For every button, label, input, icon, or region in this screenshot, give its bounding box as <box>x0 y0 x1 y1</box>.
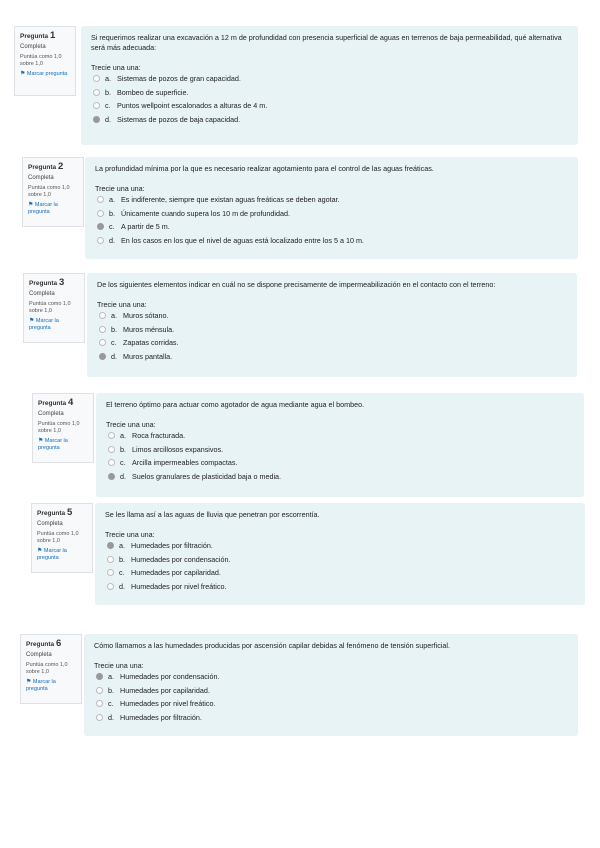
answer-prompt: Trecie una una: <box>94 661 144 670</box>
answer-option[interactable] <box>91 99 568 113</box>
question-content <box>87 273 577 377</box>
flag-question-link[interactable]: ⚑ Marcar pregunta <box>20 71 68 77</box>
answer-option[interactable] <box>105 539 575 553</box>
option-text: Muros sótano. <box>123 311 169 321</box>
option-letter: d. <box>108 713 114 723</box>
question-info <box>23 273 85 343</box>
radio-button[interactable] <box>99 353 106 360</box>
question-number: Pregunta 6 <box>26 638 62 649</box>
answer-option[interactable] <box>94 684 568 698</box>
question-content <box>95 503 585 605</box>
option-letter: d. <box>120 472 126 482</box>
answer-option[interactable] <box>97 309 567 323</box>
question-number: Pregunta 3 <box>29 277 65 288</box>
question-text: El terreno óptimo para actuar como agotador de agua mediante agua el bombeo. <box>106 400 365 409</box>
radio-button[interactable] <box>99 312 106 319</box>
flag-icon: ⚑ <box>37 548 43 554</box>
answer-option[interactable] <box>106 456 574 470</box>
question-info <box>22 157 84 227</box>
question-number: Pregunta 4 <box>38 397 74 408</box>
option-text: Puntos wellpoint escalonados a alturas de 4 m. <box>117 101 268 111</box>
question-info <box>20 634 82 704</box>
flag-icon: ⚑ <box>29 318 35 324</box>
question-content <box>96 393 584 497</box>
answer-prompt: Trecie una una: <box>97 300 147 309</box>
question-grade: Puntúa como 1,0 sobre 1,0 <box>38 421 80 434</box>
question-text: Se les llama así a las aguas de lluvia que penetran por escorrentía. <box>105 510 320 519</box>
option-letter: d. <box>105 115 111 125</box>
answer-option[interactable] <box>95 234 568 248</box>
option-text: Suelos granulares de plasticidad baja o media. <box>132 472 282 482</box>
answer-option[interactable] <box>91 72 568 86</box>
option-text: Sistemas de pozos de baja capacidad. <box>117 115 241 125</box>
question-grade: Puntúa como 1,0 sobre 1,0 <box>29 301 71 314</box>
question-state: Completa <box>29 291 55 297</box>
option-letter: b. <box>105 87 111 97</box>
question-content <box>81 26 578 145</box>
radio-button[interactable] <box>108 446 115 453</box>
option-text: Humedades por condensación. <box>131 554 231 564</box>
radio-button[interactable] <box>108 473 115 480</box>
flag-question-link[interactable]: ⚑ Marcar la pregunta <box>29 318 59 331</box>
option-text: Zapatas corridas. <box>123 338 179 348</box>
option-text: Únicamente cuando supera los 10 m de profundidad. <box>121 208 291 218</box>
radio-button[interactable] <box>99 326 106 333</box>
question-info <box>31 503 93 573</box>
option-text: Bombeo de superficie. <box>117 87 189 97</box>
flag-icon: ⚑ <box>38 438 44 444</box>
option-letter: a. <box>119 541 125 551</box>
radio-button[interactable] <box>107 583 114 590</box>
option-text: Humedades por condensación. <box>120 672 220 682</box>
answer-options <box>106 429 574 483</box>
option-text: Muros ménsula. <box>123 324 175 334</box>
answer-option[interactable] <box>95 193 568 207</box>
flag-question-link[interactable]: ⚑ Marcar la pregunta <box>26 679 56 692</box>
radio-button[interactable] <box>96 714 103 721</box>
option-letter: b. <box>108 685 114 695</box>
radio-button[interactable] <box>96 687 103 694</box>
flag-icon: ⚑ <box>26 679 32 685</box>
answer-option[interactable] <box>91 113 568 127</box>
question-text: Cómo llamamos a las humedades producidas por ascensión capilar debidas al fenómeno de tensión superficial. <box>94 641 450 650</box>
answer-option[interactable] <box>97 323 567 337</box>
option-letter: c. <box>120 458 126 468</box>
answer-options <box>97 309 567 363</box>
answer-prompt: Trecie una una: <box>105 530 155 539</box>
question-state: Completa <box>38 411 64 417</box>
radio-button[interactable] <box>97 223 104 230</box>
question-state: Completa <box>28 175 54 181</box>
option-text: Humedades por filtración. <box>120 713 202 723</box>
option-text: Sistemas de pozos de gran capacidad. <box>117 74 241 84</box>
radio-button[interactable] <box>107 569 114 576</box>
option-letter: a. <box>120 431 126 441</box>
option-text: Humedades por filtración. <box>131 541 213 551</box>
radio-button[interactable] <box>96 673 103 680</box>
flag-question-link[interactable]: ⚑ Marcar la pregunta <box>37 548 67 561</box>
radio-button[interactable] <box>108 459 115 466</box>
question-number: Pregunta 5 <box>37 507 73 518</box>
radio-button[interactable] <box>108 432 115 439</box>
option-text: A partir de 5 m. <box>121 222 170 232</box>
flag-question-link[interactable]: ⚑ Marcar la pregunta <box>28 202 58 215</box>
option-text: Muros pantalla. <box>123 352 173 362</box>
radio-button[interactable] <box>107 542 114 549</box>
answer-option[interactable] <box>106 429 574 443</box>
answer-options <box>94 670 568 724</box>
answer-option[interactable] <box>94 711 568 725</box>
question-content <box>85 157 578 259</box>
radio-button[interactable] <box>107 556 114 563</box>
option-letter: b. <box>111 324 117 334</box>
option-text: Humedades por nivel freático. <box>131 582 227 592</box>
question-grade: Puntúa como 1,0 sobre 1,0 <box>26 662 68 675</box>
answer-option[interactable] <box>106 470 574 484</box>
option-text: Roca fracturada. <box>132 431 186 441</box>
question-text: Si requerimos realizar una excavación a 12 m de profundidad con presencia superficial de aguas en terrenos de baja permeabilidad, qué alternativa será más adecuada: <box>91 33 562 52</box>
question-text: De los siguientes elementos indicar en cuál no se dispone precisamente de impermeabilización en el contacto con el terreno: <box>97 280 496 289</box>
question-info <box>14 26 76 96</box>
answer-option[interactable] <box>97 350 567 364</box>
question-info <box>32 393 94 463</box>
option-text: En los casos en los que el nivel de aguas está localizado entre los 5 a 10 m. <box>121 236 364 246</box>
answer-option[interactable] <box>105 553 575 567</box>
answer-option[interactable] <box>97 336 567 350</box>
option-letter: b. <box>109 208 115 218</box>
question-grade: Puntúa como 1,0 sobre 1,0 <box>28 185 70 198</box>
option-text: Arcilla impermeables compactas. <box>132 458 238 468</box>
answer-option[interactable] <box>106 443 574 457</box>
question-number: Pregunta 1 <box>20 30 56 41</box>
question-content <box>84 634 578 736</box>
option-letter: d. <box>119 582 125 592</box>
option-letter: b. <box>119 554 125 564</box>
question-number: Pregunta 2 <box>28 161 64 172</box>
option-text: Humedades por capilaridad. <box>120 685 210 695</box>
option-text: Limos arcillosos expansivos. <box>132 444 224 454</box>
answer-option[interactable] <box>105 566 575 580</box>
question-state: Completa <box>20 44 46 50</box>
radio-button[interactable] <box>96 700 103 707</box>
flag-question-link[interactable]: ⚑ Marcar la pregunta <box>38 438 68 451</box>
answer-option[interactable] <box>94 697 568 711</box>
option-letter: a. <box>111 311 117 321</box>
option-letter: c. <box>105 101 111 111</box>
radio-button[interactable] <box>93 75 100 82</box>
question-state: Completa <box>26 652 52 658</box>
answer-option[interactable] <box>94 670 568 684</box>
option-letter: a. <box>105 74 111 84</box>
option-letter: d. <box>109 236 115 246</box>
answer-options <box>91 72 568 126</box>
answer-options <box>95 193 568 247</box>
option-letter: c. <box>119 568 125 578</box>
answer-options <box>105 539 575 593</box>
option-text: Es indiferente, siempre que existan aguas freáticas se deben agotar. <box>121 195 340 205</box>
radio-button[interactable] <box>93 89 100 96</box>
answer-option[interactable] <box>91 86 568 100</box>
answer-option[interactable] <box>95 220 568 234</box>
question-grade: Puntúa como 1,0 sobre 1,0 <box>20 54 62 67</box>
radio-button[interactable] <box>97 196 104 203</box>
flag-icon: ⚑ <box>20 71 26 77</box>
answer-option[interactable] <box>105 580 575 594</box>
option-text: Humedades por capilaridad. <box>131 568 221 578</box>
answer-prompt: Trecie una una: <box>91 63 141 72</box>
question-state: Completa <box>37 521 63 527</box>
flag-icon: ⚑ <box>28 202 34 208</box>
option-letter: a. <box>108 672 114 682</box>
answer-prompt: Trecie una una: <box>106 420 156 429</box>
radio-button[interactable] <box>93 116 100 123</box>
option-letter: d. <box>111 352 117 362</box>
option-letter: c. <box>109 222 115 232</box>
option-letter: c. <box>108 699 114 709</box>
option-text: Humedades por nivel freático. <box>120 699 216 709</box>
answer-option[interactable] <box>95 207 568 221</box>
question-grade: Puntúa como 1,0 sobre 1,0 <box>37 531 79 544</box>
option-letter: a. <box>109 195 115 205</box>
answer-prompt: Trecie una una: <box>95 184 145 193</box>
radio-button[interactable] <box>99 339 106 346</box>
question-text: La profundidad mínima por la que es necesario realizar agotamiento para el control de las aguas freáticas. <box>95 164 434 173</box>
option-letter: c. <box>111 338 117 348</box>
radio-button[interactable] <box>97 210 104 217</box>
radio-button[interactable] <box>93 102 100 109</box>
radio-button[interactable] <box>97 237 104 244</box>
option-letter: b. <box>120 444 126 454</box>
